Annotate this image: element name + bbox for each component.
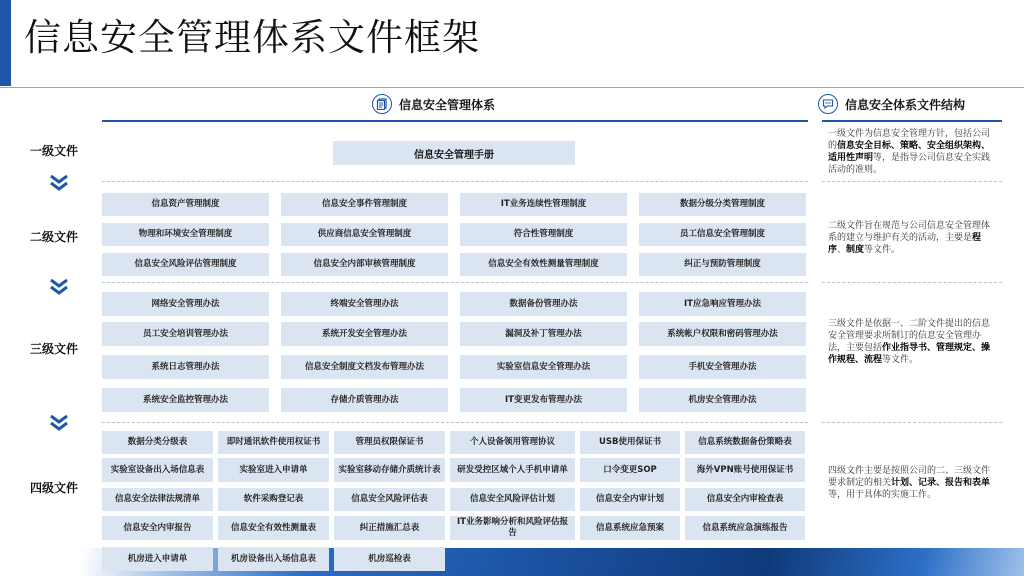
level4-doc: 信息系统应急预案 <box>580 516 680 540</box>
level3-doc: 系统安全监控管理办法 <box>102 388 269 412</box>
level3-doc: 漏洞及补丁管理办法 <box>460 322 627 346</box>
level2-doc: 供应商信息安全管理制度 <box>281 223 448 246</box>
document-stack-icon <box>372 94 392 114</box>
level-4-label: 四级文件 <box>30 481 79 495</box>
level2-doc: 纠正与预防管理制度 <box>639 253 806 276</box>
page-title: 信息安全管理体系文件框架 <box>24 16 480 59</box>
level4-doc: 信息安全风险评估计划 <box>450 488 575 511</box>
level4-doc: 信息系统数据备份策略表 <box>685 431 805 454</box>
level3-doc: 数据备份管理办法 <box>460 292 627 316</box>
level3-doc: 网络安全管理办法 <box>102 292 269 316</box>
title-accent-bar <box>0 0 11 86</box>
double-chevron-down-icon <box>48 278 70 296</box>
level4-doc: 即时通讯软件使用权证书 <box>218 431 329 454</box>
level4-doc: 信息安全内审报告 <box>102 516 213 540</box>
level4-doc: 机房巡检表 <box>334 547 445 571</box>
level-2-description: 二级文件旨在规范与公司信息安全管理体系的建立与维护有关的活动，主要是程序、制度等文件。 <box>828 221 991 255</box>
level4-doc: 信息安全内审计划 <box>580 488 680 511</box>
level4-doc: 管理员权限保证书 <box>334 431 445 454</box>
level3-doc: 存储介质管理办法 <box>281 388 448 412</box>
separator-2-3 <box>102 282 808 283</box>
level3-doc: 机房安全管理办法 <box>639 388 806 412</box>
title-divider <box>0 87 1024 88</box>
level3-doc: 系统日志管理办法 <box>102 355 269 379</box>
level3-doc: 终端安全管理办法 <box>281 292 448 316</box>
level2-doc: 信息安全内部审核管理制度 <box>281 253 448 276</box>
level4-doc: 软件采购登记表 <box>218 488 329 511</box>
level-4-description: 四级文件主要是按照公司的二、三级文件要求制定的相关计划、记录、报告和表单等，用于具体的实施工作。 <box>828 466 991 500</box>
level4-doc: 数据分类分级表 <box>102 431 213 454</box>
level2-doc: 物理和环境安全管理制度 <box>102 223 269 246</box>
right-separator-1 <box>822 181 1002 182</box>
level2-doc: 符合性管理制度 <box>460 223 627 246</box>
security-manual-box: 信息安全管理手册 <box>333 141 575 165</box>
level-3-label: 三级文件 <box>30 342 79 356</box>
level3-doc: 实验室信息安全管理办法 <box>460 355 627 379</box>
level3-doc: 信息安全制度文档发布管理办法 <box>281 355 448 379</box>
double-chevron-down-icon <box>48 414 70 432</box>
level4-doc: 口令变更SOP <box>580 458 680 482</box>
level-1-description: 一级文件为信息安全管理方针，包括公司的信息安全目标、策略、安全组织架构、适用性声明等，是指导公司信息安全实践活动的准则。 <box>828 129 991 175</box>
level4-doc: 研发受控区域个人手机申请单 <box>450 458 575 482</box>
level3-doc: IT变更发布管理办法 <box>460 388 627 412</box>
separator-1-2 <box>102 181 808 182</box>
level4-doc: 实验室设备出入场信息表 <box>102 458 213 482</box>
level4-doc: 信息系统应急演练报告 <box>685 516 805 540</box>
level3-doc: IT应急响应管理办法 <box>639 292 806 316</box>
level3-doc: 手机安全管理办法 <box>639 355 806 379</box>
center-header-underline <box>102 120 808 122</box>
level4-doc: 海外VPN账号使用保证书 <box>685 458 805 482</box>
level2-doc: IT业务连续性管理制度 <box>460 193 627 216</box>
level4-doc: 信息安全法律法规清单 <box>102 488 213 511</box>
right-header-underline <box>822 120 1002 122</box>
level2-doc: 信息资产管理制度 <box>102 193 269 216</box>
level4-doc: 实验室进入申请单 <box>218 458 329 482</box>
level3-doc: 系统开发安全管理办法 <box>281 322 448 346</box>
level-1-label: 一级文件 <box>30 144 79 158</box>
center-section-header <box>372 92 495 116</box>
level-2-label: 二级文件 <box>30 230 79 244</box>
right-separator-3 <box>822 422 1002 423</box>
level2-doc: 信息安全事件管理制度 <box>281 193 448 216</box>
right-section-header <box>818 92 965 116</box>
level2-doc: 信息安全有效性测量管理制度 <box>460 253 627 276</box>
level4-doc: IT业务影响分析和风险评估报告 <box>450 516 575 540</box>
level-3-description: 三级文件是依据一、二阶文件提出的信息安全管理要求所制订的信息安全管理办法，主要包括作业指导书、管理规定、操作规程、流程等文件。 <box>828 319 991 365</box>
level2-doc: 信息安全风险评估管理制度 <box>102 253 269 276</box>
separator-3-4 <box>102 422 808 423</box>
center-section-title: 信息安全管理体系 <box>399 97 496 112</box>
level4-doc: USB使用保证书 <box>580 431 680 454</box>
level2-doc: 员工信息安全管理制度 <box>639 223 806 246</box>
right-section-title: 信息安全体系文件结构 <box>845 97 966 112</box>
level4-doc: 信息安全风险评估表 <box>334 488 445 511</box>
level4-doc: 信息安全内审检查表 <box>685 488 805 511</box>
chat-bubble-icon <box>818 94 838 114</box>
level3-doc: 员工安全培训管理办法 <box>102 322 269 346</box>
level2-doc: 数据分级分类管理制度 <box>639 193 806 216</box>
level4-doc: 纠正措施汇总表 <box>334 516 445 540</box>
right-separator-2 <box>822 282 1002 283</box>
level4-doc: 实验室移动存储介质统计表 <box>334 458 445 482</box>
level3-doc: 系统帐户权限和密码管理办法 <box>639 322 806 346</box>
level4-doc: 机房设备出入场信息表 <box>218 547 329 571</box>
double-chevron-down-icon <box>48 174 70 192</box>
level4-doc: 信息安全有效性测量表 <box>218 516 329 540</box>
level4-doc: 机房进入申请单 <box>102 547 213 571</box>
level4-doc: 个人设备领用管理协议 <box>450 431 575 454</box>
